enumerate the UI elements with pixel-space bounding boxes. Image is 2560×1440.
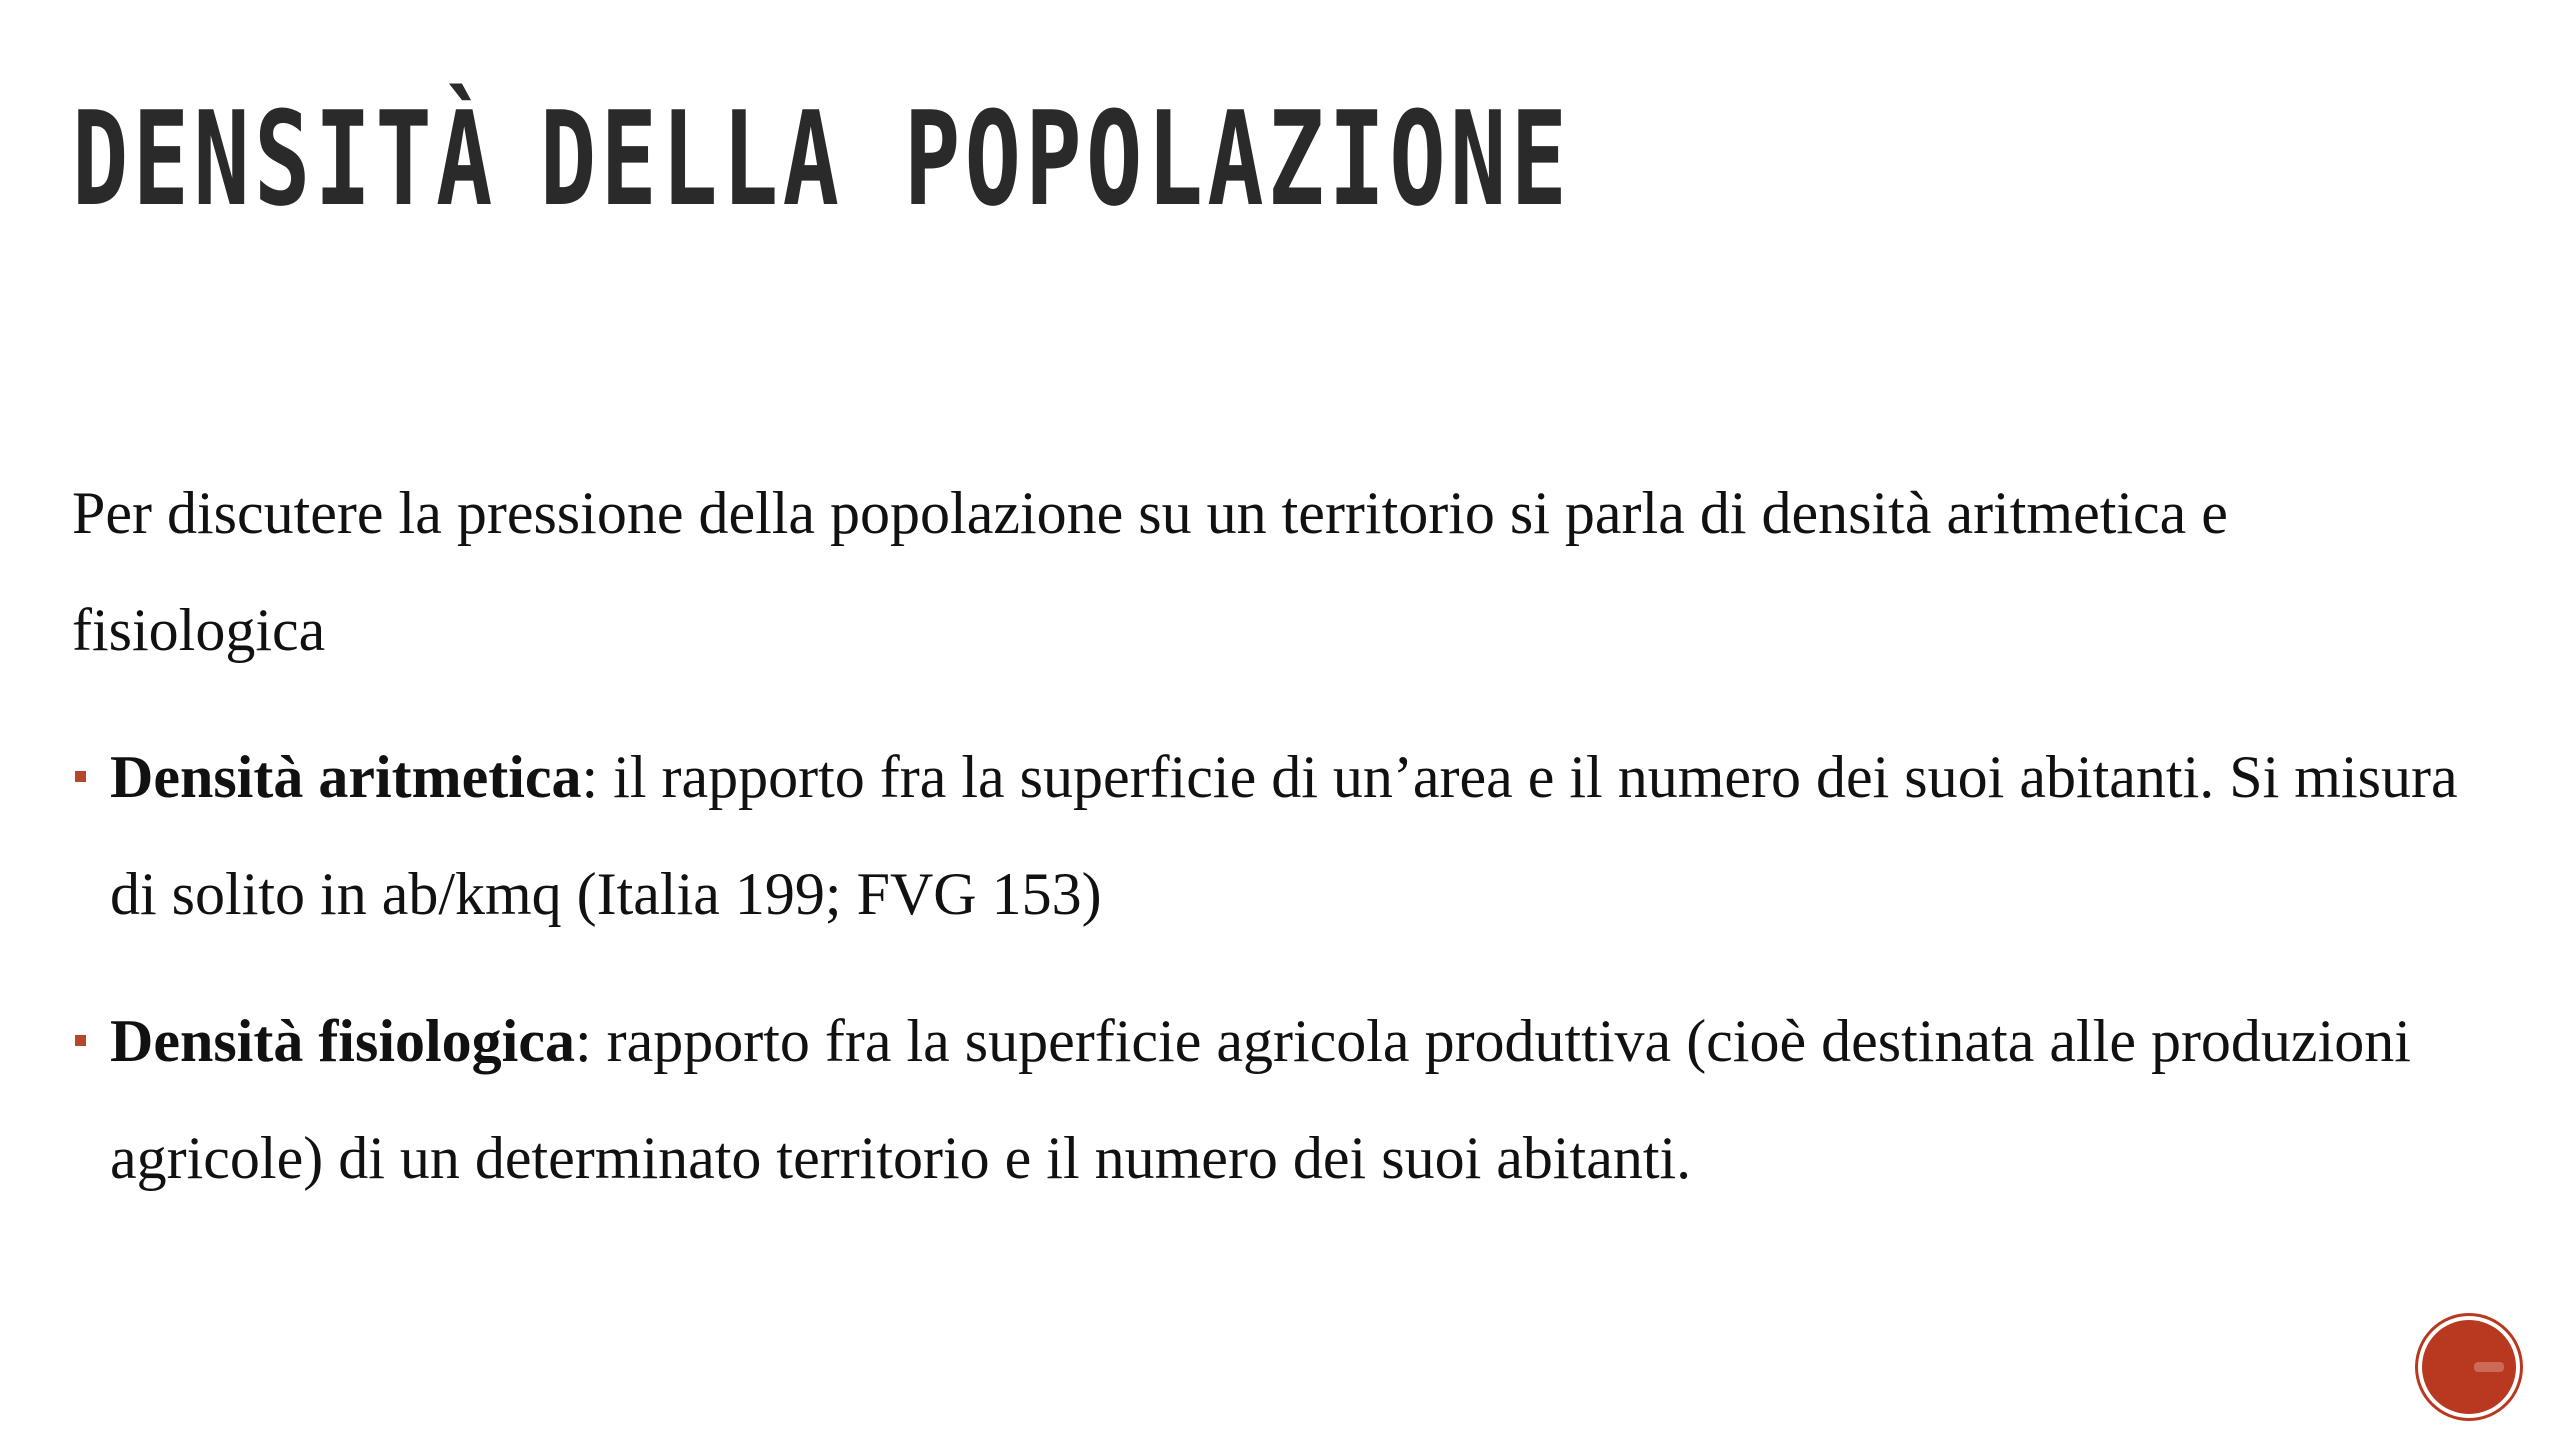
bullet-item-arithmetic-density xyxy=(72,719,2492,953)
intro-paragraph: Per discutere la pressione della popolazione su un territorio si parla di densità aritmetica e fisiologica xyxy=(72,480,2228,663)
slide-title xyxy=(72,78,1571,241)
square-bullet-icon xyxy=(75,1035,86,1046)
bullet-term: Densità fisiologica xyxy=(110,1008,575,1074)
square-bullet-icon xyxy=(75,771,86,782)
title-part-1: DENSITÀ xyxy=(72,83,497,235)
bullet-separator: : xyxy=(581,744,599,810)
next-slide-icon xyxy=(2474,1362,2504,1372)
title-part-2: DELLA POPOLAZIONE xyxy=(539,83,1572,235)
bullet-text: rapporto fra la superficie agricola produttiva (cioè destinata alle produzioni agricole) di un determinato territorio e il numero dei suoi abitanti. xyxy=(110,1008,2411,1191)
bullet-item-physiological-density xyxy=(72,983,2492,1217)
slide-content xyxy=(72,455,2492,1247)
bullet-separator: : xyxy=(574,1008,592,1074)
bullet-term: Densità aritmetica xyxy=(110,744,582,810)
next-slide-button[interactable] xyxy=(2422,1320,2516,1414)
bullet-text: il rapporto fra la superficie di un’area e il numero dei suoi abitanti. Si misura di solito in ab/kmq (Italia 199; FVG 153) xyxy=(110,744,2458,927)
